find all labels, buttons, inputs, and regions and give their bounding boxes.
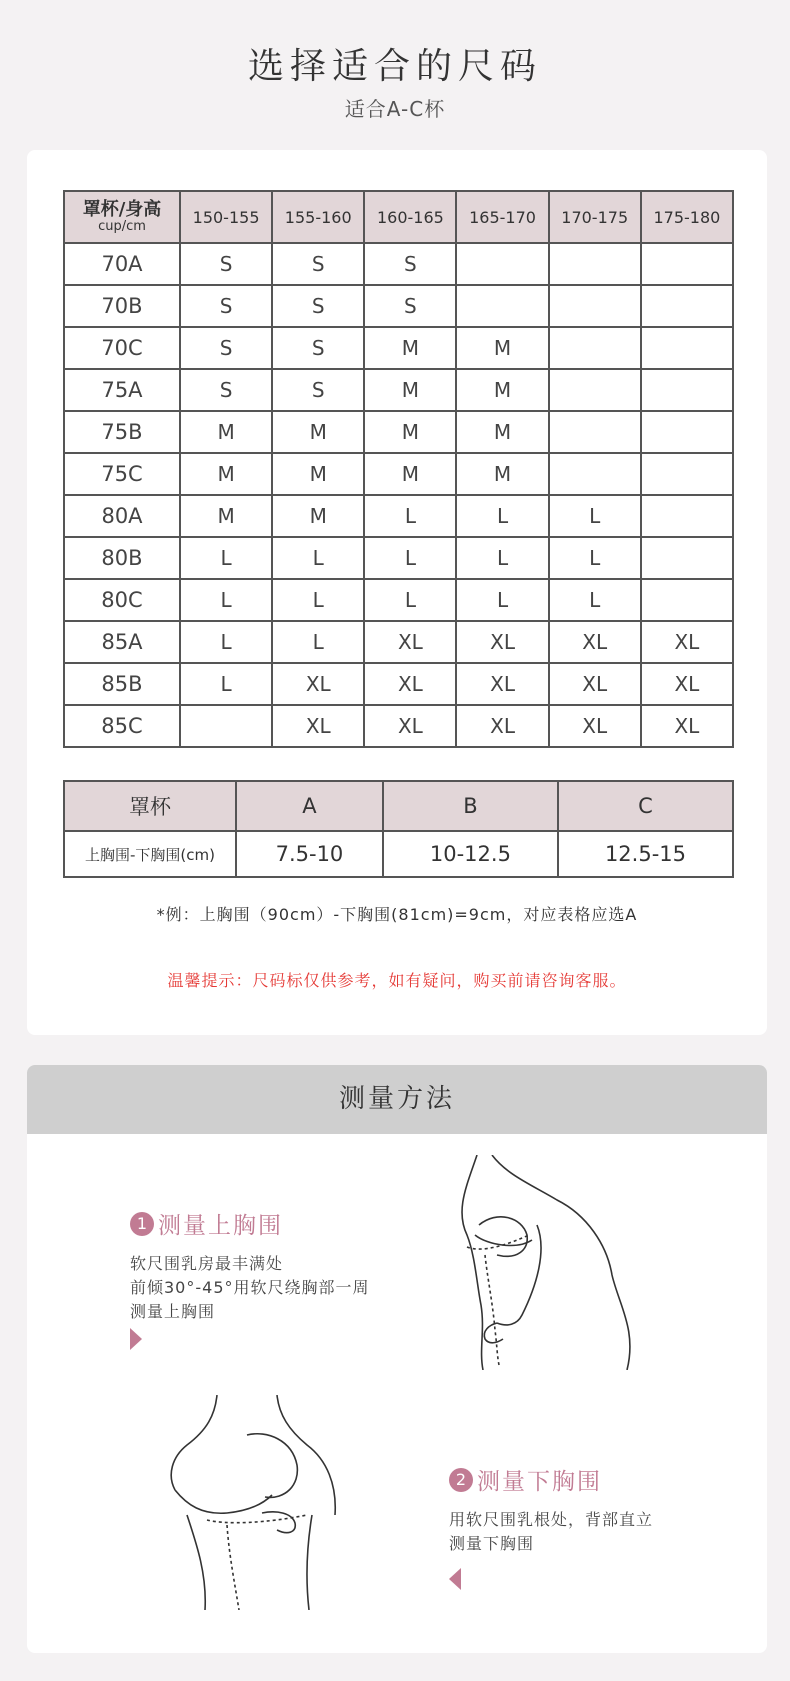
size-cell [549,243,641,285]
size-cell: S [272,285,364,327]
step-desc-line: 测量下胸围 [449,1534,535,1553]
cup-size-label: 75A [64,369,180,411]
size-table-row [64,243,733,285]
step-desc-line: 测量上胸围 [130,1302,216,1321]
size-table-row [64,495,733,537]
size-cell: M [456,327,548,369]
size-cell: L [456,537,548,579]
step-desc-line: 用软尺围乳根处，背部直立 [449,1510,654,1529]
size-cell: M [272,495,364,537]
size-table-corner [64,191,180,243]
cup-range-row [64,831,733,877]
arrow-right-icon [130,1328,142,1350]
size-cell: L [180,537,272,579]
column-header: 165-170 [456,191,548,243]
size-cell: XL [364,621,456,663]
size-cell: M [180,453,272,495]
cup-size-label: 70A [64,243,180,285]
size-cell: L [272,537,364,579]
size-cell [641,327,733,369]
size-table-row [64,327,733,369]
step-number: 1 [130,1212,154,1236]
size-cell [641,537,733,579]
size-cell [641,453,733,495]
size-cell: S [272,327,364,369]
cup-size-label: 75B [64,411,180,453]
size-table-row [64,579,733,621]
size-table [63,190,734,748]
size-cell: M [456,369,548,411]
size-cell: XL [272,705,364,747]
size-cell: M [272,453,364,495]
size-table-row [64,369,733,411]
size-cell: XL [456,663,548,705]
size-cell [456,243,548,285]
size-cell: L [364,495,456,537]
size-cell: M [456,411,548,453]
size-cell: XL [549,705,641,747]
cup-size-label: 70B [64,285,180,327]
cup-table-header-row [64,781,733,831]
size-cell: S [180,327,272,369]
size-cell: L [456,495,548,537]
size-cell: M [180,411,272,453]
size-cell: XL [641,705,733,747]
size-cell: XL [641,621,733,663]
size-cell: S [180,285,272,327]
size-cell: S [272,243,364,285]
size-cell: L [180,579,272,621]
size-cell: M [180,495,272,537]
size-cell: L [549,495,641,537]
cup-size-label: 80A [64,495,180,537]
size-cell: S [364,285,456,327]
size-cell [641,411,733,453]
step-title-text: 测量下胸围 [477,1469,602,1495]
size-table-row [64,537,733,579]
cup-size-label: 70C [64,327,180,369]
size-cell [549,327,641,369]
size-table-row [64,705,733,747]
size-cell: L [549,579,641,621]
step-title [130,1207,450,1240]
measure-card [27,1065,767,1653]
size-cell [641,285,733,327]
step-number: 2 [449,1468,473,1492]
size-cell: M [364,369,456,411]
cup-size-label: 75C [64,453,180,495]
size-chart-card [27,150,767,1035]
size-cell: S [364,243,456,285]
size-cell: XL [364,663,456,705]
step-title [449,1463,749,1496]
step-desc-line: 软尺围乳房最丰满处 [130,1254,284,1273]
column-header: 175-180 [641,191,733,243]
size-cell [641,579,733,621]
size-cell [180,705,272,747]
cup-size-label: 80C [64,579,180,621]
size-table-header-row [64,191,733,243]
step-under-bust [449,1463,749,1556]
size-cell [641,243,733,285]
cup-size-label: 85A [64,621,180,663]
corner-label-cup: 罩杯/身高 [82,198,162,220]
under-bust-illustration [167,1395,347,1610]
size-cell: L [180,621,272,663]
size-cell: XL [456,621,548,663]
size-cell: L [364,537,456,579]
size-cell [641,495,733,537]
size-cell: L [364,579,456,621]
size-cell: S [180,369,272,411]
cup-table [63,780,734,878]
size-cell: L [549,537,641,579]
size-cell: M [364,411,456,453]
cup-header: B [383,781,558,831]
size-table-row [64,411,733,453]
step-title-text: 测量上胸围 [158,1213,283,1239]
column-header: 155-160 [272,191,364,243]
cup-range-cell: 12.5-15 [558,831,733,877]
size-cell: L [272,579,364,621]
size-cell [456,285,548,327]
size-cell: XL [272,663,364,705]
size-cell: S [180,243,272,285]
size-cell: XL [549,663,641,705]
corner-label-unit: cup/cm [98,218,146,234]
size-cell [549,285,641,327]
example-note: *例：上胸围（90cm）-下胸围(81cm)=9cm，对应表格应选A [156,905,638,924]
size-cell: L [456,579,548,621]
size-cell: M [272,411,364,453]
step-upper-bust [130,1207,450,1324]
cup-header-label: 罩杯 [64,781,236,831]
step-description [130,1252,450,1324]
measure-section-title: 测量方法 [27,1065,767,1134]
size-cell [641,369,733,411]
step-description [449,1508,749,1556]
size-cell [549,369,641,411]
cup-header: A [236,781,383,831]
upper-bust-illustration [437,1155,647,1370]
page-title: 选择适合的尺码 [247,46,542,87]
size-cell: XL [549,621,641,663]
size-cell: L [272,621,364,663]
size-table-row [64,453,733,495]
cup-row-label: 上胸围-下胸围(cm) [64,831,236,877]
size-table-row [64,285,733,327]
column-header: 170-175 [549,191,641,243]
cup-size-label: 85C [64,705,180,747]
size-cell: XL [456,705,548,747]
size-cell: XL [364,705,456,747]
size-cell: M [364,327,456,369]
size-table-row [64,663,733,705]
size-cell: M [364,453,456,495]
cup-size-label: 85B [64,663,180,705]
column-header: 150-155 [180,191,272,243]
step-desc-line: 前倾30°-45°用软尺绕胸部一周 [130,1278,370,1297]
size-cell: XL [641,663,733,705]
size-cell: M [456,453,548,495]
cup-range-cell: 7.5-10 [236,831,383,877]
cup-range-cell: 10-12.5 [383,831,558,877]
cup-header: C [558,781,733,831]
size-cell: L [180,663,272,705]
warning-note: 温馨提示：尺码标仅供参考，如有疑问，购买前请咨询客服。 [167,971,627,990]
size-table-row [64,621,733,663]
page-subtitle: 适合A-C杯 [344,97,446,121]
size-cell [549,453,641,495]
size-cell [549,411,641,453]
column-header: 160-165 [364,191,456,243]
size-cell: S [272,369,364,411]
arrow-left-icon [449,1568,461,1590]
cup-size-label: 80B [64,537,180,579]
